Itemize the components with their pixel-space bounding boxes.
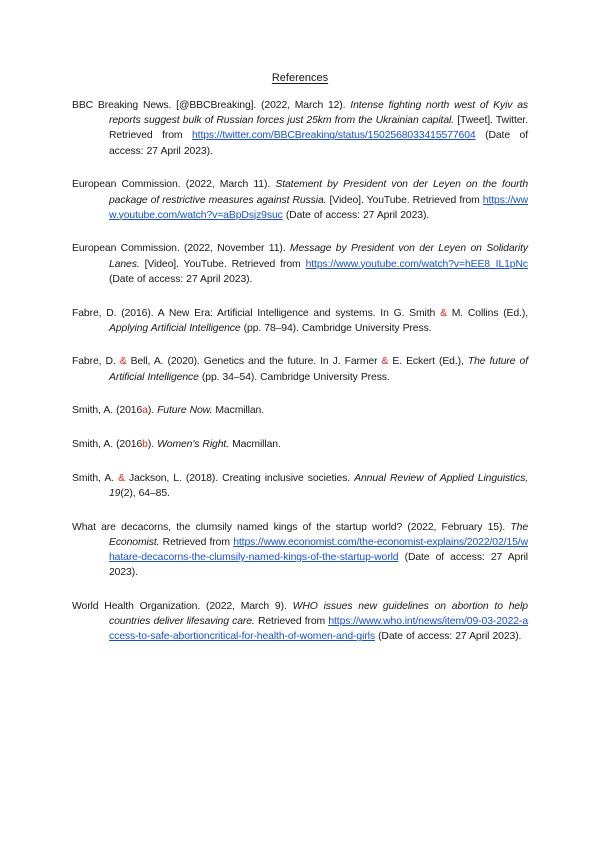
ref-text: M. Collins (Ed.), — [446, 307, 529, 319]
reference-economist — [72, 520, 528, 581]
ref-text: (Date of access: 27 April 2023). — [109, 552, 528, 579]
ref-text: [Tweet]. Twitter. Retrieved from — [109, 115, 528, 142]
reference-list — [72, 98, 528, 663]
ref-text: European Commission. (2022, March 11). — [72, 179, 276, 191]
ref-text: Retrieved from — [159, 536, 234, 548]
ref-text: (pp. 34–54). Cambridge University Press. — [198, 371, 390, 383]
ref-title: Statement by President von der Leyen on the fourth package of restrictive measures against Russia. — [109, 179, 529, 206]
ref-text: (Date of access: 27 April 2023). — [282, 209, 430, 221]
ref-title: Applying Artificial Intelligence — [109, 322, 241, 334]
ref-text: (Date of access: 27 April 2023). — [374, 631, 522, 643]
ampersand: & — [381, 356, 389, 368]
reference-fabre-2016 — [72, 306, 528, 336]
ref-text: Fabre, D. (2016). A New Era: Artificial Intelligence and systems. In G. Smith — [72, 307, 441, 319]
ref-text: European Commission. (2022, November 11). — [72, 243, 290, 255]
ampersand: & — [119, 356, 127, 368]
ref-title: Future Now. — [157, 405, 213, 417]
ref-link[interactable]: https://www.youtube.com/watch?v=hEE8_IL1pNc — [305, 258, 528, 270]
ref-text: Smith, A. (2016 — [72, 405, 143, 417]
ref-text: World Health Organization. (2022, March 9). — [72, 600, 293, 612]
reference-fabre-2020 — [72, 354, 528, 384]
ampersand: & — [440, 307, 447, 319]
ref-title: Annual Review of Applied Linguistics, 19 — [109, 472, 528, 499]
ref-link[interactable]: https://www.youtube.com/watch?v=aBpDsjz9suc — [109, 194, 528, 221]
ref-text: E. Eckert (Ed.), — [388, 356, 468, 368]
ref-link[interactable]: https://twitter.com/BBCBreaking/status/1502568033415577604 — [191, 130, 476, 142]
ref-text: Jackson, L. (2018). Creating inclusive societies. — [124, 472, 355, 484]
reference-who — [72, 599, 528, 645]
page-title: References — [271, 72, 329, 84]
reference-bbc — [72, 98, 528, 159]
ref-title: WHO issues new guidelines on abortion to help countries deliver lifesaving care. — [109, 600, 528, 628]
ref-text: Fabre, D. — [72, 356, 120, 368]
ref-text: Retrieved from — [254, 616, 329, 628]
reference-smith-2016a — [72, 403, 528, 418]
ref-text: [Video]. YouTube. Retrieved from — [326, 194, 483, 206]
ref-text: BBC Breaking News. [@BBCBreaking]. (2022, March 12). — [72, 100, 351, 111]
ref-text: Smith, A. (2016 — [72, 439, 143, 451]
reference-ec-november — [72, 241, 528, 287]
ref-text: (2), 64–85. — [120, 487, 170, 499]
ref-text: (pp. 78–94). Cambridge University Press. — [240, 322, 432, 334]
reference-smith-jackson — [72, 471, 528, 501]
year-suffix: b — [142, 439, 148, 451]
ref-text: ). — [147, 439, 158, 451]
ref-link[interactable]: https://www.who.int/news/item/09-03-2022-access-to-safe-abortioncritical-for-health-of-women-and-girls — [109, 616, 528, 643]
ref-text: (Date of access: 27 April 2023). — [109, 273, 253, 285]
reference-ec-march — [72, 177, 528, 223]
year-suffix: a — [142, 405, 148, 417]
ref-text: What are decacorns, the clumsily named kings of the startup world? (2022, February 15). — [72, 521, 511, 533]
ref-title: The future of Artificial Intelligence — [109, 356, 528, 383]
ampersand: & — [118, 472, 125, 484]
ref-text: [Video]. YouTube. Retrieved from — [139, 258, 306, 270]
ref-title: The Economist. — [109, 521, 528, 548]
ref-title: Women's Right. — [157, 439, 229, 451]
ref-link[interactable]: https://www.economist.com/the-economist-explains/2022/02/15/whatare-decacorns-the-clumsily-named-kings-of-the-startup-world — [109, 536, 528, 564]
ref-text: Bell, A. (2020). Genetics and the future. In J. Farmer — [126, 356, 382, 368]
ref-text: Smith, A. — [72, 472, 119, 484]
ref-title: Message by President von der Leyen on Solidarity Lanes. — [109, 243, 528, 270]
reference-smith-2016b — [72, 437, 528, 452]
ref-text: ). — [147, 405, 158, 417]
ref-text: (Date of access: 27 April 2023). — [109, 130, 528, 157]
ref-text: Macmillan. — [228, 439, 281, 451]
ref-text: Macmillan. — [212, 405, 265, 417]
ref-title: Intense fighting north west of Kyiv as reports suggest bulk of Russian forces just 25km from the Ukrainian capital. — [109, 100, 528, 127]
